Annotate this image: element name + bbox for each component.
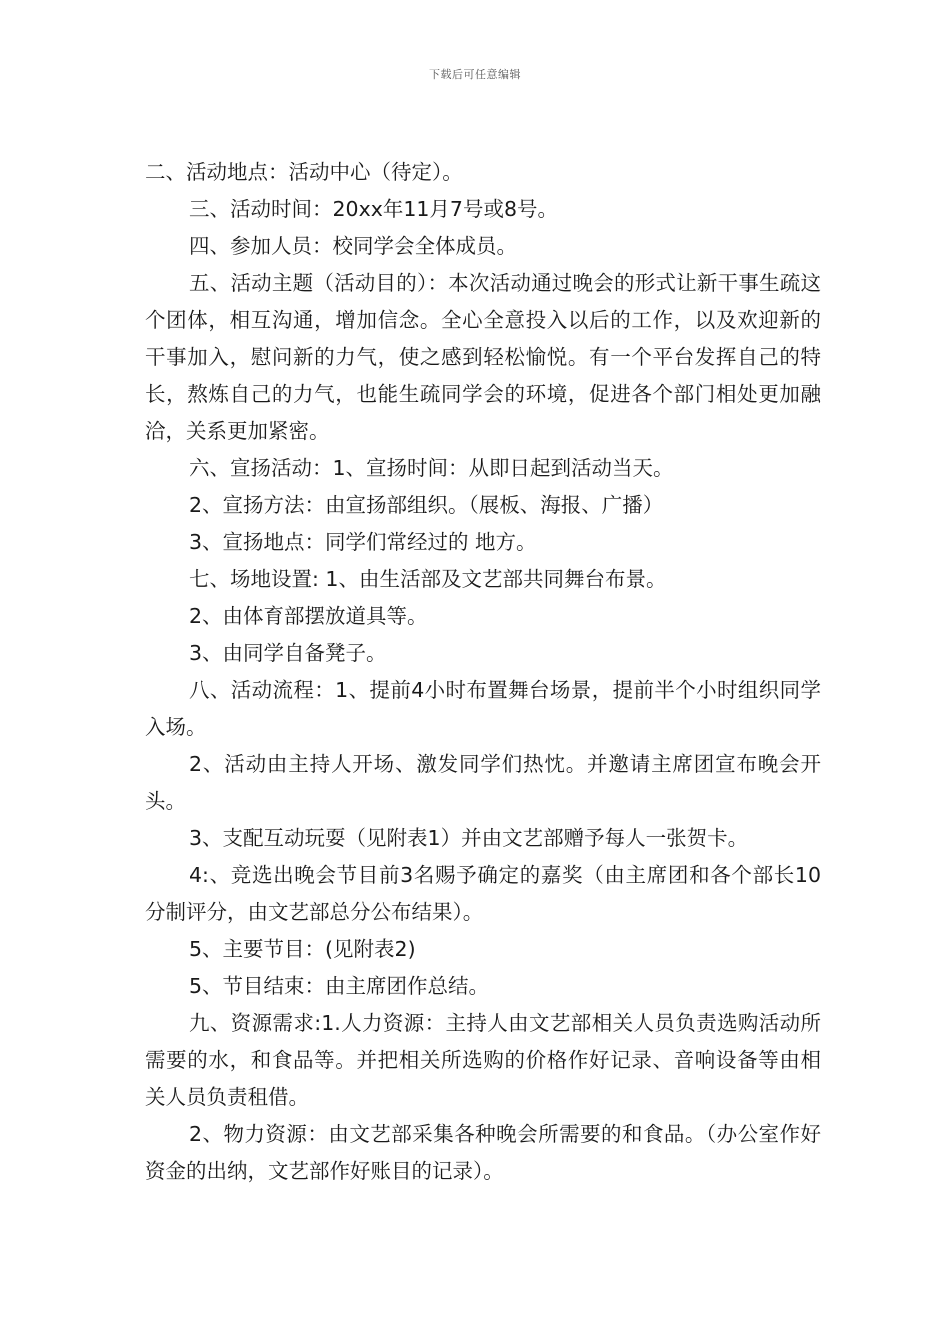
paragraph-promotion-method: 2、宣扬方法：由宣扬部组织。（展板、海报、广播）	[189, 493, 664, 517]
paragraph-flow-ending: 5、节目结束：由主席团作总结。	[189, 974, 490, 998]
paragraph-promotion-time: 六、宣扬活动：1、宣扬时间：从即日起到活动当天。	[189, 456, 674, 480]
paragraph-resources-material: 2、物力资源：由文艺部采集各种晚会所需要的和食品。（办公室作好资金的出纳，文艺部作好账目的记录）。	[145, 1122, 821, 1183]
paragraph-location: 二、活动地点：活动中心（待定）。	[145, 160, 463, 184]
paragraph-venue-setup: 七、场地设置: 1、由生活部及文艺部共同舞台布景。	[189, 567, 667, 591]
paragraph-theme: 五、活动主题（活动目的）：本次活动通过晚会的形式让新干事生疏这个团体，相互沟通，增加信念。全心全意投入以后的工作，以及欢迎新的干事加入，慰问新的力气，使之感到轻松愉悦。有一个平台发挥自己的特长，熬炼自己的力气，也能生疏同学会的环境，促进各个部门相处更加融洽，关系更加紧密。	[145, 271, 821, 443]
paragraph-time: 三、活动时间：20xx年11月7号或8号。	[189, 197, 559, 221]
paragraph-venue-props: 2、由体育部摆放道具等。	[189, 604, 428, 628]
paragraph-promotion-place: 3、宣扬地点：同学们常经过的 地方。	[189, 530, 537, 554]
paragraph-flow-opening: 2、活动由主持人开场、激发同学们热忱。并邀请主席团宣布晚会开头。	[145, 752, 821, 813]
paragraph-resources-human: 九、资源需求:1.人力资源：主持人由文艺部相关人员负责选购活动所需要的水，和食品等。并把相关所选购的价格作好记录、音响设备等由相关人员负责租借。	[145, 1011, 821, 1109]
paragraph-flow-awards: 4:、竞选出晚会节目前3名赐予确定的嘉奖（由主席团和各个部长10分制评分，由文艺部总分公布结果）。	[145, 863, 821, 924]
page-header: 下载后可任意编辑	[429, 68, 521, 81]
document-body	[145, 154, 821, 1190]
paragraph-flow-prepare: 八、活动流程：1、提前4小时布置舞台场景，提前半个小时组织同学入场。	[145, 678, 821, 739]
paragraph-flow-games: 3、支配互动玩耍（见附表1）并由文艺部赠予每人一张贺卡。	[189, 826, 749, 850]
paragraph-flow-programs: 5、主要节目：(见附表2)	[189, 937, 416, 961]
paragraph-venue-seats: 3、由同学自备凳子。	[189, 641, 387, 665]
paragraph-participants: 四、参加人员：校同学会全体成员。	[189, 234, 517, 258]
